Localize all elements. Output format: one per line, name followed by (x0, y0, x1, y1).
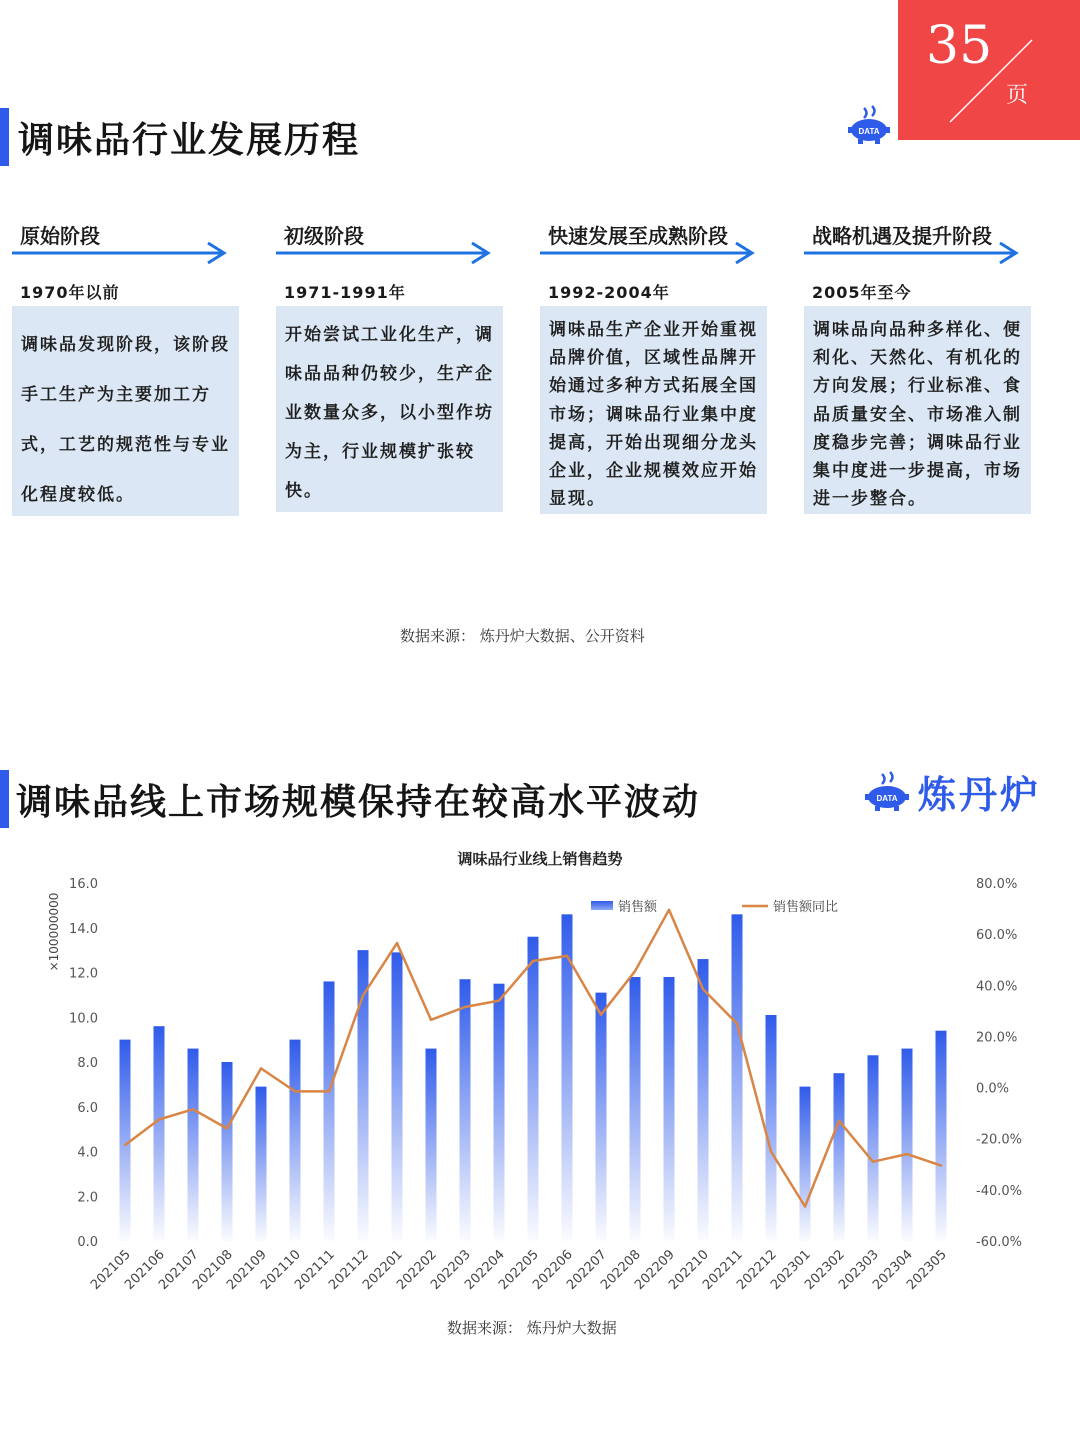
x-tick-label: 202212 (734, 1247, 780, 1293)
brand-logo-top (846, 102, 896, 150)
x-tick-label: 202305 (904, 1247, 950, 1293)
x-tick-label: 202203 (428, 1247, 474, 1293)
bar (290, 1040, 301, 1241)
y-left-tick-label: 10.0 (69, 1011, 98, 1027)
section1-source: 数据来源： 炼丹炉大数据、公开资料 (400, 627, 645, 645)
bar (494, 984, 505, 1241)
brand-name: 炼丹炉 (918, 773, 1042, 817)
y-right-tick-label: -20.0% (976, 1132, 1022, 1148)
x-tick-label: 202201 (360, 1247, 406, 1293)
y-left-tick-label: 8.0 (77, 1056, 98, 1071)
x-tick-label: 202111 (292, 1247, 338, 1293)
y-right-tick-label: 60.0% (976, 928, 1018, 944)
yoy-point (328, 1090, 330, 1092)
yoy-point (464, 1006, 466, 1008)
section1-accent-bar (0, 108, 9, 166)
stage-title: 初级阶段 (284, 224, 364, 248)
legend-bar-label: 销售额 (618, 900, 658, 915)
sales-trend-chart (0, 840, 1080, 1320)
x-tick-label: 202207 (564, 1247, 610, 1293)
yoy-point (532, 960, 534, 962)
y-right-tick-label: 40.0% (976, 979, 1018, 995)
bar (188, 1049, 199, 1241)
x-tick-label: 202204 (462, 1247, 508, 1293)
x-tick-label: 202107 (156, 1247, 202, 1293)
yoy-point (158, 1118, 160, 1120)
chart-title: 调味品行业线上销售趋势 (457, 850, 623, 868)
stage-title: 战略机遇及提升阶段 (812, 224, 992, 248)
x-tick-label: 202303 (836, 1247, 882, 1293)
y-right-tick-label: 80.0% (976, 877, 1018, 892)
bar (120, 1040, 131, 1241)
stage-description: 开始尝试工业化生产，调味品品种仍较少，生产企业数量众多，以小型作坊为主，行业规模扩张较快。 (276, 306, 503, 512)
y-left-tick-label: 2.0 (77, 1190, 98, 1206)
stage-description: 调味品生产企业开始重视品牌价值，区域性品牌开始通过多种方式拓展全国市场；调味品行业集中度提高，开始出现细分龙头企业，企业规模效应开始显现。 (540, 306, 767, 514)
stage-title: 原始阶段 (20, 224, 100, 248)
y-right-tick-label: 20.0% (976, 1030, 1018, 1046)
bar (154, 1026, 165, 1241)
yoy-point (294, 1090, 296, 1092)
arrow-right-icon (804, 240, 1024, 266)
page-unit: 页 (1006, 83, 1029, 108)
yoy-point (906, 1153, 908, 1155)
pot-icon (846, 102, 896, 146)
bar (392, 952, 403, 1241)
bar (630, 977, 641, 1241)
yoy-point (566, 955, 568, 957)
x-tick-label: 202206 (530, 1247, 576, 1293)
yoy-point (702, 988, 704, 990)
yoy-point (600, 1013, 602, 1015)
stage-description: 调味品发现阶段，该阶段手工生产为主要加工方式，工艺的规范性与专业化程度较低。 (12, 306, 239, 516)
y-left-tick-label: 6.0 (77, 1100, 98, 1116)
y-left-tick-label: 14.0 (69, 921, 98, 937)
y-left-tick-label: 16.0 (69, 877, 98, 892)
x-tick-label: 202109 (224, 1247, 270, 1293)
arrow-right-icon (276, 240, 496, 266)
y-right-tick-label: 0.0% (976, 1081, 1010, 1097)
yoy-point (668, 909, 670, 911)
arrow-right-icon (12, 240, 232, 266)
legend-line-label: 销售额同比 (773, 900, 839, 915)
x-tick-label: 202202 (394, 1247, 440, 1293)
x-tick-label: 202301 (768, 1247, 814, 1293)
y-right-tick-label: -40.0% (976, 1183, 1022, 1199)
stage-period: 1992-2004年 (548, 283, 670, 302)
data-badge-text: DATA (858, 127, 880, 136)
yoy-point (770, 1150, 772, 1152)
x-tick-label: 202112 (326, 1247, 372, 1293)
section2-accent-bar (0, 770, 9, 828)
y-right-tick-label: -60.0% (976, 1235, 1022, 1250)
yoy-point (498, 999, 500, 1001)
data-badge-text: DATA (876, 794, 898, 803)
x-tick-label: 202106 (122, 1247, 168, 1293)
section2-source: 数据来源： 炼丹炉大数据 (447, 1319, 617, 1337)
stage-period: 1970年以前 (20, 283, 120, 302)
yoy-point (226, 1127, 228, 1129)
bar (868, 1055, 879, 1241)
page-number-badge (898, 0, 1080, 140)
yoy-point (430, 1019, 432, 1021)
bar (256, 1087, 267, 1241)
yoy-point (838, 1120, 840, 1122)
bar (698, 959, 709, 1241)
x-tick-label: 202302 (802, 1247, 848, 1293)
bar (936, 1031, 947, 1241)
bar (222, 1062, 233, 1241)
section2-title: 调味品线上市场规模保持在较高水平波动 (16, 782, 701, 823)
yoy-point (396, 942, 398, 944)
yoy-point (260, 1067, 262, 1069)
yoy-point (124, 1144, 126, 1146)
bar (324, 981, 335, 1241)
stage-description: 调味品向品种多样化、便利化、天然化、有机化的方向发展；行业标准、食品质量安全、市场准入制度稳步完善；调味品行业集中度进一步提高，市场进一步整合。 (804, 306, 1031, 514)
legend-bar-swatch (591, 901, 613, 910)
x-tick-label: 202208 (598, 1247, 644, 1293)
arrow-right-icon (540, 240, 760, 266)
section1-title: 调味品行业发展历程 (18, 120, 361, 161)
bar (596, 993, 607, 1241)
bar (528, 937, 539, 1241)
y-left-tick-label: 0.0 (77, 1235, 98, 1250)
bar (834, 1073, 845, 1241)
bar (800, 1087, 811, 1241)
stage-period: 2005年至今 (812, 283, 912, 302)
yoy-point (940, 1164, 942, 1166)
x-tick-label: 202209 (632, 1247, 678, 1293)
bar (732, 914, 743, 1241)
x-tick-label: 202105 (88, 1247, 134, 1293)
y-left-unit-label: ×100000000 (47, 892, 61, 972)
y-left-tick-label: 4.0 (77, 1145, 98, 1161)
stage-period: 1971-1991年 (284, 283, 406, 302)
x-tick-label: 202110 (258, 1247, 304, 1293)
bar (426, 1049, 437, 1241)
yoy-point (804, 1205, 806, 1207)
page-number: 35 (926, 16, 993, 76)
yoy-point (192, 1108, 194, 1110)
x-tick-label: 202304 (870, 1247, 916, 1293)
x-tick-label: 202211 (700, 1247, 746, 1293)
bar (766, 1015, 777, 1241)
x-tick-label: 202108 (190, 1247, 236, 1293)
pot-icon (862, 768, 916, 814)
bar (902, 1049, 913, 1241)
x-tick-label: 202205 (496, 1247, 542, 1293)
y-left-tick-label: 12.0 (69, 966, 98, 982)
yoy-point (736, 1022, 738, 1024)
bar (664, 977, 675, 1241)
stage-title: 快速发展至成熟阶段 (548, 224, 728, 248)
yoy-point (872, 1161, 874, 1163)
yoy-point (634, 970, 636, 972)
yoy-point (362, 994, 364, 996)
bar (460, 979, 471, 1241)
x-tick-label: 202210 (666, 1247, 712, 1293)
